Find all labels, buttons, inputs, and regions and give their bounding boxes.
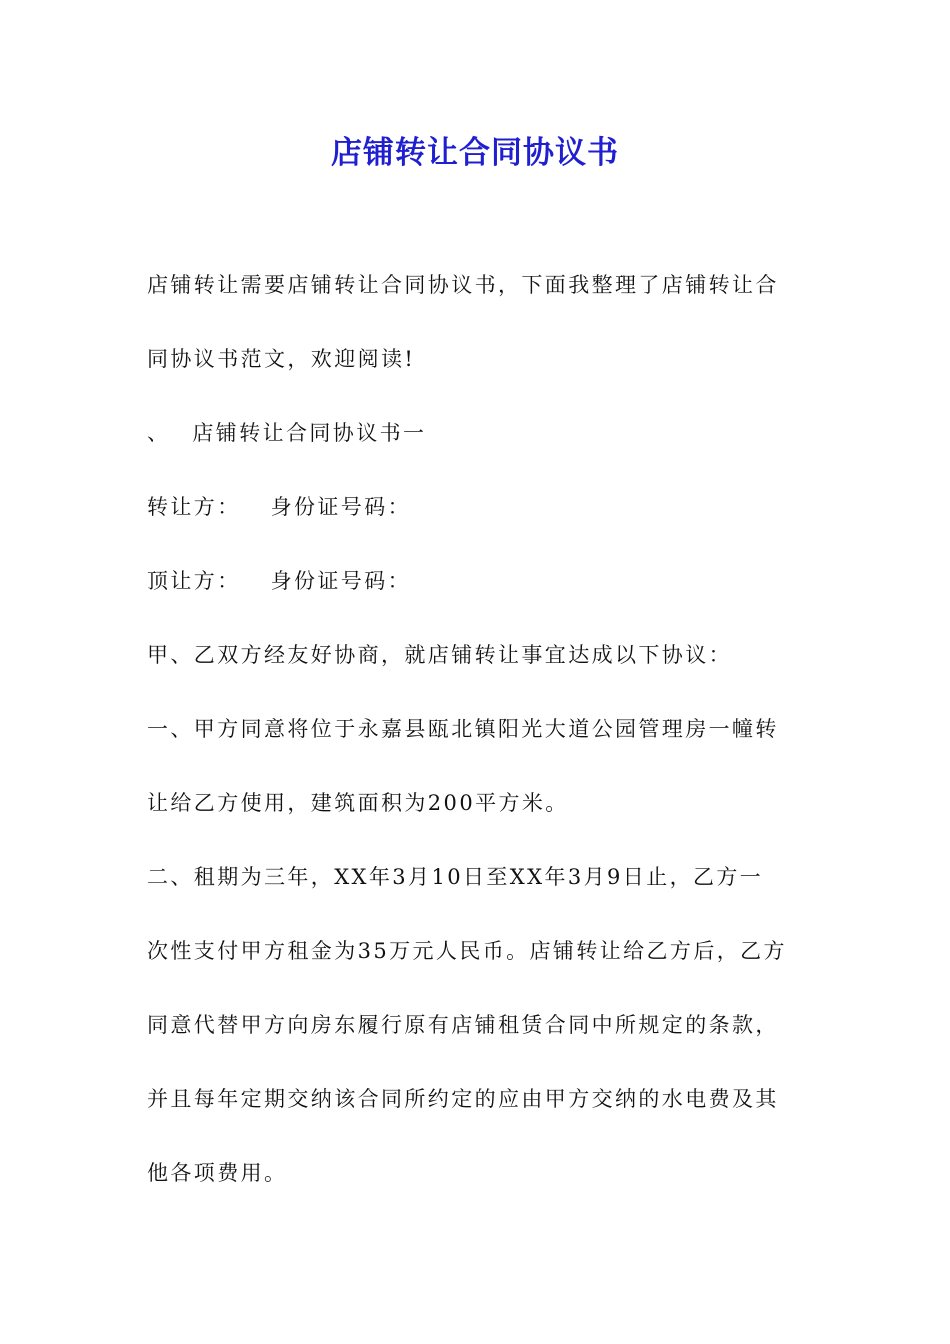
paragraph-line: 一、甲方同意将位于永嘉县瓯北镇阳光大道公园管理房一幢转 bbox=[147, 717, 779, 741]
transferor-id-label: 身份证号码： bbox=[270, 495, 412, 519]
paragraph-line: 甲、乙双方经友好协商，就店铺转让事宜达成以下协议： bbox=[147, 643, 732, 667]
paragraph-line: 同协议书范文，欢迎阅读! bbox=[147, 347, 416, 371]
paragraph-line: 次性支付甲方租金为35万元人民币。店铺转让给乙方后，乙方 bbox=[147, 939, 787, 963]
paragraph-line: 并且每年定期交纳该合同所约定的应由甲方交纳的水电费及其 bbox=[147, 1087, 779, 1111]
document-body bbox=[147, 248, 807, 1210]
paragraph-line: 他各项费用。 bbox=[147, 1161, 288, 1185]
section-heading-text: 店铺转让合同协议书一 bbox=[192, 421, 427, 445]
transferee-id-label: 身份证号码： bbox=[270, 569, 412, 593]
section-heading-mark: 、 bbox=[147, 421, 171, 445]
transferee-line bbox=[147, 544, 807, 618]
document-title: 店铺转让合同协议书 bbox=[331, 135, 619, 171]
paragraph-line: 同意代替甲方向房东履行原有店铺租赁合同中所规定的条款， bbox=[147, 1013, 779, 1037]
paragraph-line: 店铺转让需要店铺转让合同协议书，下面我整理了店铺转让合 bbox=[147, 273, 779, 297]
transferor-line bbox=[147, 470, 807, 544]
transferee-label: 顶让方： bbox=[147, 569, 241, 593]
paragraph-line: 让给乙方使用，建筑面积为200平方米。 bbox=[147, 791, 569, 815]
section-heading bbox=[147, 396, 807, 470]
paragraph-line: 二、租期为三年，XX年3月10日至XX年3月9日止，乙方一 bbox=[147, 865, 764, 889]
transferor-label: 转让方： bbox=[147, 495, 241, 519]
